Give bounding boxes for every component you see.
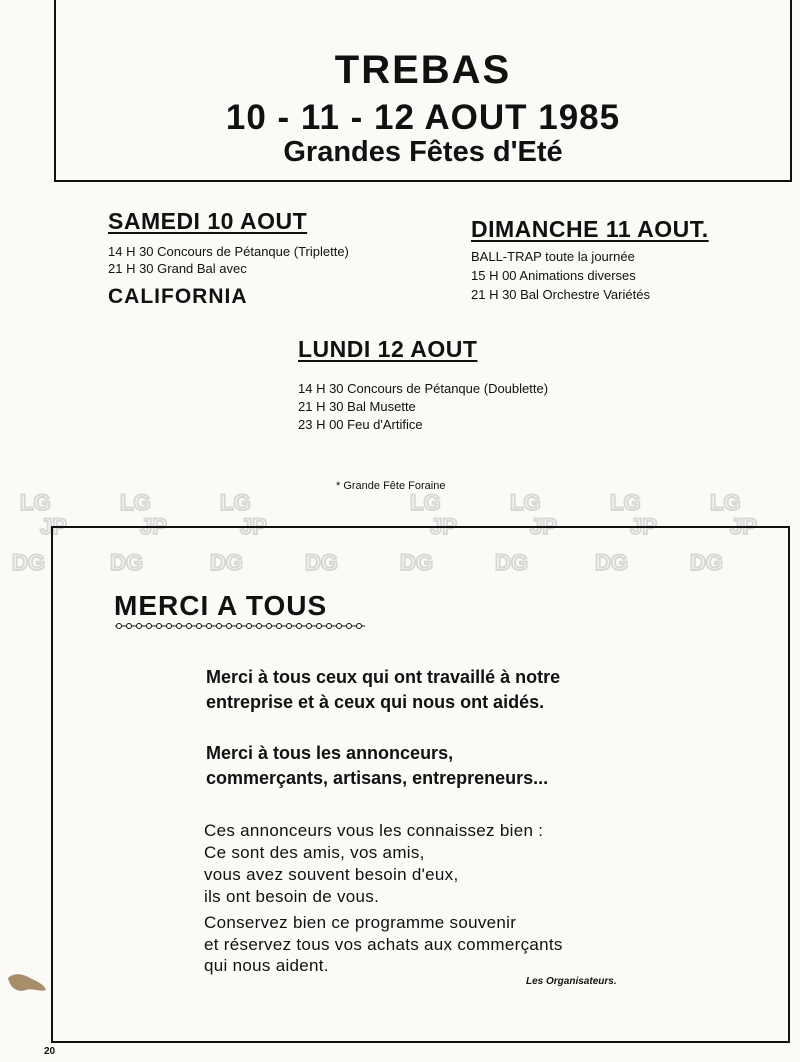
body-line: qui nous aident.: [204, 956, 329, 975]
thanks-paragraph-line: entreprise et à ceux qui nous ont aidés.: [206, 692, 545, 712]
fete-foraine-note: * Grande Fête Foraine: [336, 480, 446, 492]
watermark-text: LG: [610, 490, 641, 515]
watermark-text: LG: [710, 490, 741, 515]
watermark-text: DG: [690, 550, 723, 575]
watermark-text: JP: [730, 514, 757, 539]
watermark-text: LG: [120, 490, 151, 515]
body-line: ils ont besoin de vous.: [204, 887, 380, 906]
body-line: Conservez bien ce programme souvenir: [204, 913, 517, 932]
body-line: vous avez souvent besoin d'eux,: [204, 865, 459, 884]
watermark-text: LG: [410, 490, 441, 515]
watermark-text: DG: [400, 550, 433, 575]
lundi-heading: LUNDI 12 AOUT: [298, 336, 478, 362]
page-number: 20: [44, 1046, 56, 1057]
body-line: Ces annonceurs vous les connaissez bien :: [204, 821, 544, 840]
watermark-text: JP: [530, 514, 557, 539]
body-line: et réservez tous vos achats aux commerçants: [204, 935, 563, 954]
watermark-text: DG: [495, 550, 528, 575]
lundi-event: 14 H 30 Concours de Pétanque (Doublette): [298, 381, 549, 396]
body-line: Ce sont des amis, vos amis,: [204, 843, 425, 862]
watermark-text: LG: [220, 490, 251, 515]
samedi-event: 14 H 30 Concours de Pétanque (Triplette): [108, 244, 349, 259]
watermark-text: LG: [20, 490, 51, 515]
lundi-event: 23 H 00 Feu d'Artifice: [298, 417, 423, 432]
watermark-text: JP: [430, 514, 457, 539]
event-dates: 10 - 11 - 12 AOUT 1985: [225, 98, 621, 137]
lundi-event: 21 H 30 Bal Musette: [298, 399, 416, 414]
watermark-text: LG: [510, 490, 541, 515]
page-title: TREBAS: [334, 48, 512, 92]
merci-title: MERCI A TOUS: [114, 590, 328, 621]
watermark-text: DG: [305, 550, 338, 575]
samedi-event: 21 H 30 Grand Bal avec: [108, 261, 247, 276]
dimanche-heading: DIMANCHE 11 AOUT.: [471, 216, 709, 242]
watermark-text: JP: [630, 514, 657, 539]
signature: Les Organisateurs.: [526, 976, 617, 987]
dimanche-event: 21 H 30 Bal Orchestre Variétés: [471, 287, 650, 302]
thanks-paragraph-line: commerçants, artisans, entrepreneurs...: [206, 768, 549, 788]
dimanche-event: BALL-TRAP toute la journée: [471, 249, 635, 264]
samedi-heading: SAMEDI 10 AOUT: [108, 208, 308, 234]
watermark-text: JP: [40, 514, 67, 539]
decorative-chain-divider: [115, 622, 365, 630]
thanks-paragraph-line: Merci à tous les annonceurs,: [206, 743, 454, 763]
thanks-paragraph-line: Merci à tous ceux qui ont travaillé à notre: [206, 667, 561, 687]
header-box: [54, 0, 792, 182]
watermark-text: DG: [110, 550, 143, 575]
watermark-text: JP: [240, 514, 267, 539]
watermark-text: DG: [595, 550, 628, 575]
watermark-text: DG: [210, 550, 243, 575]
band-name: CALIFORNIA: [108, 285, 248, 308]
event-subtitle: Grandes Fêtes d'Eté: [283, 136, 563, 168]
paper-stain: [6, 968, 48, 996]
watermark-text: DG: [12, 550, 45, 575]
watermark-text: JP: [140, 514, 167, 539]
dimanche-event: 15 H 00 Animations diverses: [471, 268, 636, 283]
